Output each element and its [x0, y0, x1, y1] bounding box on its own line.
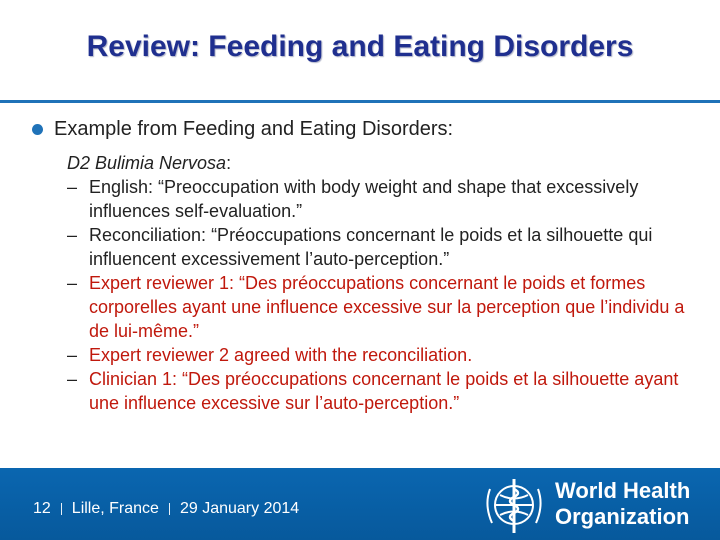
footer-meta [33, 500, 299, 518]
org-line-1: World Health [555, 478, 691, 503]
dash-marker: – [67, 273, 78, 293]
main-bullet-text: Example from Feeding and Eating Disorders: [54, 118, 454, 140]
dash-marker: – [67, 177, 78, 197]
footer-location: Lille, France [71, 500, 159, 517]
sub-heading [67, 151, 707, 175]
who-logotype [555, 478, 690, 530]
main-bullet [32, 118, 453, 141]
list-item-reconciliation [67, 223, 707, 271]
footer-separator [61, 503, 62, 515]
footer-date: 29 January 2014 [179, 500, 300, 517]
footer-separator [169, 503, 170, 515]
list-item-text: Clinician 1: “Des préoccupations concernant le poids et la silhouette ayant une influence excessive sur l’auto-perception.” [89, 369, 679, 413]
list-item-expert-2 [67, 343, 707, 367]
list-item-text: Expert reviewer 1: “Des préoccupations concernant le poids et formes corporelles ayant une influence excessive sur la perception que l’individu a de lui-même.” [89, 273, 685, 341]
list-item-text: Expert reviewer 2 agreed with the reconciliation. [89, 345, 473, 365]
dash-marker: – [67, 369, 78, 389]
slide-title: Review: Feeding and Eating Disorders [86, 30, 634, 63]
bullet-dot-icon [32, 124, 43, 135]
page-number: 12 [33, 500, 51, 517]
sub-heading-colon: : [226, 153, 232, 173]
org-line-2: Organization [555, 504, 690, 529]
who-emblem-icon [480, 475, 548, 535]
list-item-english [67, 175, 707, 223]
sub-heading-italic: D2 Bulimia Nervosa [67, 153, 227, 173]
list-item-text: English: “Preoccupation with body weight and shape that excessively influences self-evaluation.” [89, 177, 639, 221]
dash-marker: – [67, 345, 78, 365]
list-item-text: Reconciliation: “Préoccupations concernant le poids et la silhouette qui influencent excessivement l’auto-perception.” [89, 225, 653, 269]
title-divider [0, 100, 720, 103]
sub-content [67, 151, 707, 415]
list-item-clinician-1 [67, 367, 707, 415]
list-item-expert-1 [67, 271, 707, 343]
dash-marker: – [67, 225, 78, 245]
